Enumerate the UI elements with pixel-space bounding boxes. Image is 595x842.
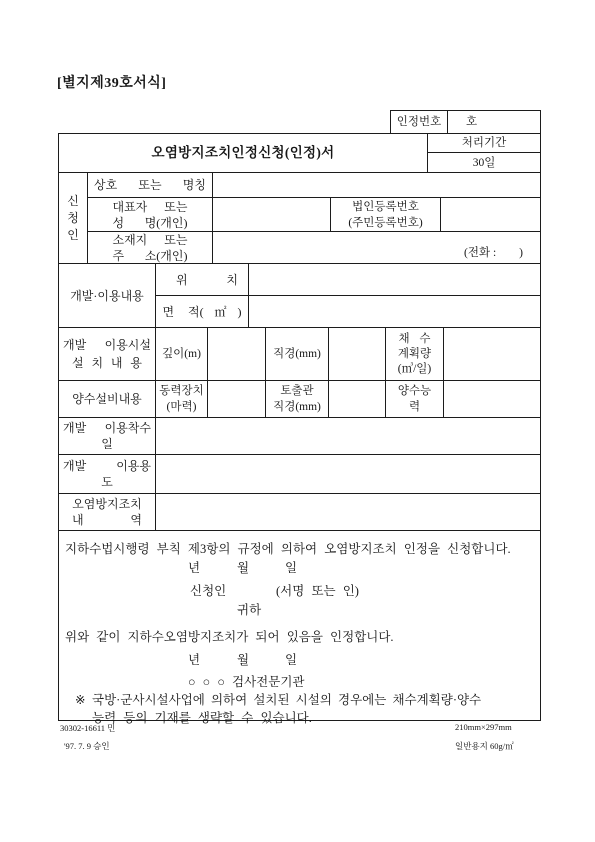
depth-value-cell (207, 327, 266, 381)
application-date-day: 일 (285, 561, 298, 575)
processing-period-label-cell (427, 133, 541, 153)
measures-value-cell (155, 493, 541, 531)
location-value-cell (248, 263, 541, 296)
certification-date-month: 월 (237, 653, 250, 667)
processing-period-label: 처리기간 (461, 137, 507, 149)
outlet-label-line1: 토출관 (280, 385, 314, 397)
applicant-section-label: 신청인 (67, 193, 79, 242)
area-value-cell (248, 295, 541, 328)
registration-number-value-cell (440, 197, 541, 232)
address-label-cell (87, 231, 213, 264)
facility-label-line1: 개발 이용시설 (63, 338, 151, 352)
pump-label-cell (58, 380, 156, 418)
planned-volume-label-line2: 계획량 (397, 347, 432, 360)
location-label-cell (155, 263, 249, 296)
cert-number-label: 인정번호 (396, 116, 442, 128)
development-label: 개발·이용내용 (70, 288, 144, 303)
usage-value-cell (155, 454, 541, 494)
start-date-label-line2: 일 (101, 437, 113, 451)
capacity-label-line1: 양수능 (397, 385, 432, 397)
note-line1: 국방·군사시설사업에 의하여 설치된 시설의 경우에는 채수계획량·양수 (92, 693, 482, 707)
measures-label-line1: 오염방지조치 (72, 497, 142, 511)
planned-volume-label-line3: (㎥/일) (397, 362, 432, 375)
representative-label-line1: 대표자 또는 (112, 199, 188, 214)
start-date-label-line1: 개발 이용착수 (63, 421, 151, 435)
cert-number-label-cell (390, 110, 448, 134)
usage-label-line1: 개발 이용용 (63, 459, 151, 473)
company-value-cell (212, 172, 541, 198)
depth-label-cell (155, 327, 208, 381)
power-value-cell (207, 380, 266, 418)
representative-label-cell (87, 197, 213, 232)
pump-label: 양수설비내용 (72, 392, 142, 406)
power-label-line2: (마력) (166, 401, 197, 413)
development-label-cell (58, 263, 156, 328)
facility-label-line2: 설 치 내 용 (72, 356, 142, 370)
application-date-month: 월 (237, 561, 250, 575)
inspection-agency: ○ ○ ○ 검사전문기관 (188, 675, 305, 689)
company-label-cell (87, 172, 213, 198)
planned-volume-value-cell (443, 327, 541, 381)
representative-value-cell (212, 197, 331, 232)
applicant-section-label-cell (58, 172, 88, 264)
processing-period-value: 30일 (472, 156, 496, 169)
phone-label: (전화 : ) (464, 247, 523, 259)
applicant-signature-label: 신청인 (190, 584, 227, 598)
application-date-year: 년 (188, 561, 201, 575)
diameter-label: 직경(mm) (273, 348, 321, 360)
outlet-label-line2: 직경(mm) (273, 401, 321, 413)
power-label-cell (155, 380, 208, 418)
representative-label-line2: 성 명(개인) (112, 215, 188, 230)
area-label-cell (155, 295, 249, 328)
note-line2: 능력 등의 기재를 생략할 수 있습니다. (92, 711, 312, 725)
address-label-line1: 소재지 또는 (112, 232, 188, 247)
facility-label-cell (58, 327, 156, 381)
capacity-label-line2: 력 (408, 401, 421, 413)
address-value-cell (212, 231, 541, 264)
usage-label-line2: 도 (101, 475, 113, 489)
form-code: 30302-16611 민 (60, 723, 116, 733)
paper-size: 210mm×297mm (455, 722, 512, 732)
paper-spec: 일반용지 60g/㎡ (455, 741, 514, 751)
form-number: [별지제39호서식] (57, 76, 167, 91)
planned-volume-label-line1: 채 수 (398, 332, 431, 345)
capacity-value-cell (443, 380, 541, 418)
depth-label: 깊이(m) (162, 348, 201, 360)
note-mark: ※ (75, 693, 86, 707)
signature-note: (서명 또는 인) (276, 584, 359, 598)
application-statement: 지하수법시행령 부칙 제3항의 규정에 의하여 오염방지조치 인정을 신청합니다. (65, 542, 511, 556)
registration-number-label-line1: 법인등록번호 (352, 200, 419, 213)
power-label-line1: 동력장치 (159, 385, 204, 397)
addressee: 귀하 (237, 603, 262, 617)
company-label: 상호 또는 명칭 (94, 178, 206, 192)
approval-date: '97. 7. 9 승인 (64, 741, 110, 751)
address-label-line2: 주 소(개인) (112, 248, 188, 263)
certification-date-day: 일 (285, 653, 298, 667)
outlet-value-cell (328, 380, 386, 418)
capacity-label-cell (385, 380, 444, 418)
registration-number-label-line2: (주민등록번호) (348, 216, 423, 229)
title-cell (58, 133, 428, 173)
outlet-label-cell (265, 380, 329, 418)
certification-statement: 위와 같이 지하수오염방지조치가 되어 있음을 인정합니다. (65, 630, 394, 644)
start-date-value-cell (155, 417, 541, 455)
processing-period-value-cell (427, 152, 541, 173)
location-label: 위 치 (176, 272, 238, 287)
start-date-label-cell (58, 417, 156, 455)
form-title: 오염방지조치인정신청(인정)서 (151, 145, 335, 160)
diameter-value-cell (328, 327, 386, 381)
diameter-label-cell (265, 327, 329, 381)
registration-number-label-cell (330, 197, 441, 232)
cert-number-suffix: 호 (466, 116, 478, 128)
usage-label-cell (58, 454, 156, 494)
measures-label-line2: 내 역 (72, 513, 142, 527)
cert-number-value-cell (447, 110, 541, 134)
area-label: 면 적(㎡) (162, 304, 242, 319)
planned-volume-label-cell (385, 327, 444, 381)
measures-label-cell (58, 493, 156, 531)
certification-date-year: 년 (188, 653, 201, 667)
declaration-block (58, 530, 541, 725)
